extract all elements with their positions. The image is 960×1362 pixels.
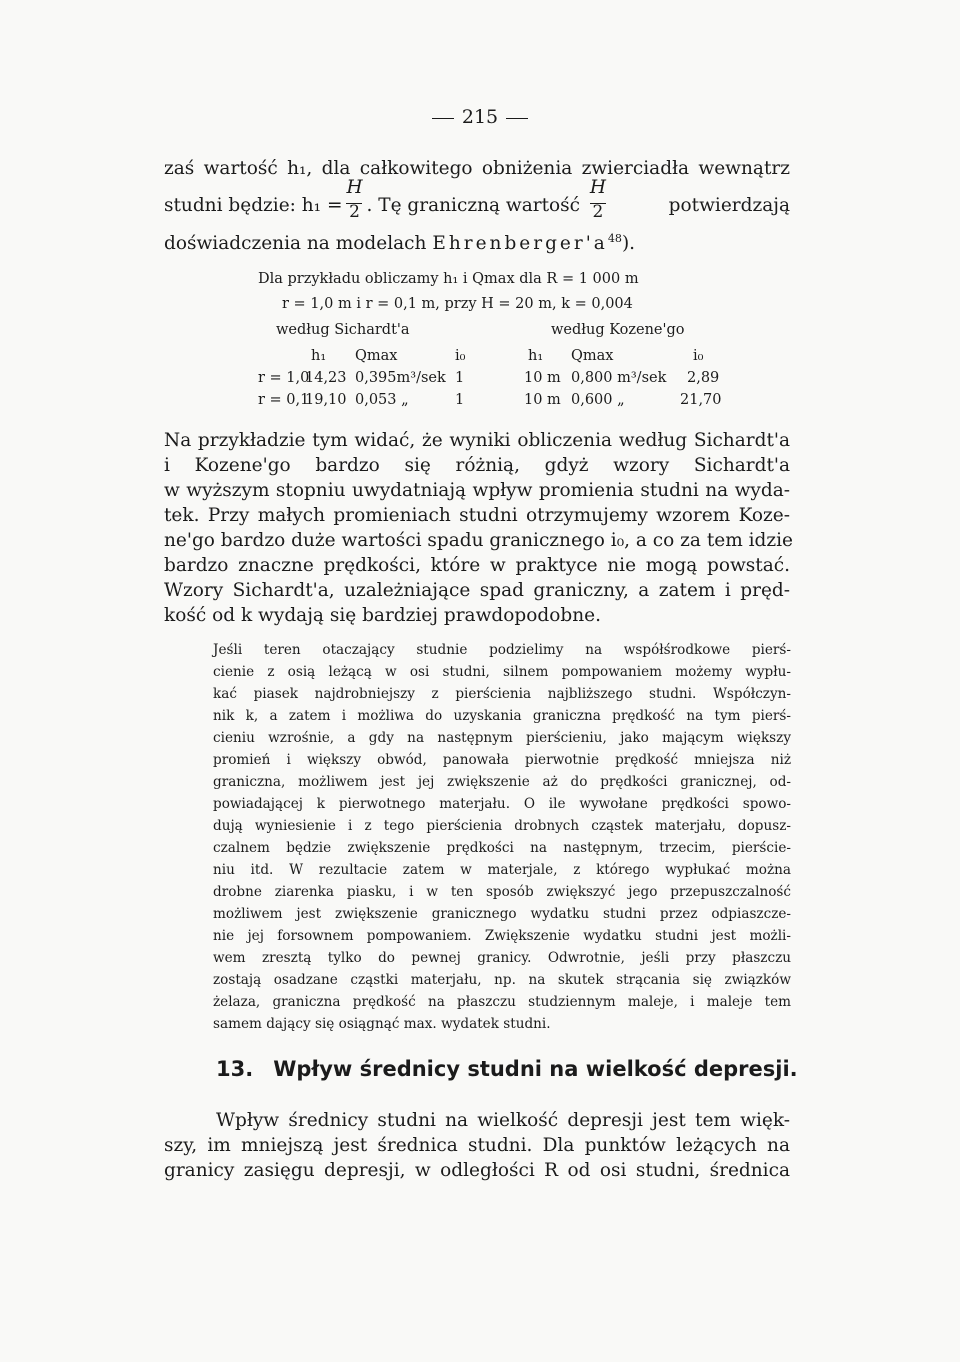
para1-line: i Kozene'go bardzo się różnią, gdyż wzory Sichardt'a — [164, 455, 790, 476]
hdr-i0-k: i₀ — [693, 348, 704, 364]
intro-l3a: doświadczenia na modelach — [164, 233, 427, 255]
frac-num: H — [346, 177, 363, 198]
hdr-h1-k: h₁ — [528, 348, 544, 364]
section-title: Wpływ średnicy studni na wielkość depresji. — [273, 1057, 798, 1081]
para2-line: wem zresztą tylko do pewnej granicy. Odwrotnie, jeśli przy płaszczu — [213, 950, 791, 966]
intro-l2c: potwierdzają — [668, 195, 790, 216]
dash-left — [432, 118, 454, 119]
example-line-1: Dla przykładu obliczamy h₁ i Qmax dla R = 1 000 m — [258, 271, 639, 287]
row1-r: r = 1,0 — [258, 370, 310, 386]
para2-line: żelaza, graniczna prędkość na płaszczu studziennym maleje, i maleje tem — [213, 994, 791, 1010]
sichardt-title: według Sichardt'a — [276, 322, 410, 338]
hdr-h1: h₁ — [311, 348, 327, 364]
row2-i0k: 21,70 — [680, 392, 722, 408]
row1-h1: 14,23 — [305, 370, 347, 386]
para1-line: w wyższym stopniu uwydatniają wpływ promienia studni na wyda- — [164, 480, 790, 501]
frac-den: 2 — [349, 202, 360, 222]
row2-h1k: 10 m — [524, 392, 561, 408]
row2-r: r = 0,1 — [258, 392, 310, 408]
para1-line: Wzory Sichardt'a, uzależniające spad graniczny, a zatem i pręd- — [164, 580, 790, 601]
para2-line: samem dający się osiągnąć max. wydatek studni. — [213, 1016, 551, 1032]
hdr-i0: i₀ — [455, 348, 466, 364]
hdr-qmax: Qmax — [355, 348, 398, 364]
para2-line: promień i większy obwód, panowała pierwotnie prędkość mniejsza niż — [213, 752, 791, 768]
para1-line: kość od k wydają się bardziej prawdopodobne. — [164, 605, 601, 626]
intro-l3d: ). — [621, 233, 636, 255]
para2-line: powiadającej k pierwotnego materjału. O ile wywołane prędkości spowo- — [213, 796, 791, 812]
section-heading — [216, 1057, 798, 1081]
dash-right — [506, 118, 528, 119]
row2-qk: 0,600 „ — [571, 392, 625, 408]
page-number-text: 215 — [461, 106, 499, 128]
para1-line: ne'go bardzo duże wartości spadu granicznego i₀, a co za tem idzie — [164, 530, 793, 551]
row1-h1k: 10 m — [524, 370, 561, 386]
row2-q: 0,053 „ — [355, 392, 409, 408]
para2-line: kać piasek najdrobniejszy z pierścienia najbliższego studni. Współczyn- — [213, 686, 791, 702]
para2-line: niu itd. W rezultacie zatem w materjale, z którego wypłukać można — [213, 862, 791, 878]
para3-line: szy, im mniejszą jest średnica studni. Dla punktów leżących na — [164, 1135, 790, 1156]
para2-line: możliwem jest zwiększenie granicznego wydatku studni przez odpiaszcze- — [213, 906, 791, 922]
intro-line-3 — [164, 232, 635, 254]
para1-line: tek. Przy małych promieniach studni otrzymujemy wzorem Koze- — [164, 505, 790, 526]
author-ehrenberger: Ehrenberger'a — [432, 233, 608, 255]
footnote-ref: 48 — [607, 232, 622, 245]
intro-line-1: zaś wartość h₁, dla całkowitego obniżenia zwierciadła wewnątrz — [164, 158, 790, 179]
row1-q: 0,395m³/sek — [355, 370, 446, 386]
para3-line: granicy zasięgu depresji, w odległości R od osi studni, średnica — [164, 1160, 790, 1181]
para2-line: nie jej forsownem pompowaniem. Zwiększenie wydatku studni jest możli- — [213, 928, 791, 944]
example-line-2: r = 1,0 m i r = 0,1 m, przy H = 20 m, k = 0,004 — [282, 296, 633, 312]
para3-line: Wpływ średnicy studni na wielkość depresji jest tem więk- — [216, 1110, 790, 1131]
para2-line: dują wyniesienie i z tego pierścienia drobnych cząstek materjału, dopusz- — [213, 818, 791, 834]
intro-l2b: . Tę graniczną wartość — [366, 195, 581, 216]
row1-i0: 1 — [455, 370, 465, 386]
intro-l2a: studni będzie: h₁ = — [164, 195, 343, 216]
para2-line: czalnem będzie zwiększenie prędkości na następnym, trzecim, pierście- — [213, 840, 791, 856]
section-number: 13. — [216, 1057, 254, 1081]
para2-line: drobne ziarenka piasku, i w ten sposób zwiększyć jego przepuszczalność — [213, 884, 791, 900]
fraction-h-over-2-b — [589, 177, 607, 222]
para2-line: cieniu wzrośnie, a gdy na następnym pierścieniu, jako mającym większy — [213, 730, 791, 746]
fraction-h-over-2 — [346, 177, 363, 222]
row1-i0k: 2,89 — [687, 370, 720, 386]
para2-line: graniczna, możliwem jest jej zwiększenie aż do prędkości granicznej, od- — [213, 774, 791, 790]
para1-line: Na przykładzie tym widać, że wyniki obliczenia według Sichardt'a — [164, 430, 790, 451]
row2-h1: 19,10 — [305, 392, 347, 408]
hdr-qmax-k: Qmax — [571, 348, 614, 364]
frac-num-b: H — [589, 177, 607, 198]
frac-den-b: 2 — [592, 202, 604, 222]
para2-line: zostają osadzane cząstki materjału, np. na skutek strącania się związków — [213, 972, 791, 988]
para2-line: nik k, a zatem i możliwa do uzyskania graniczna prędkość na tym pierś- — [213, 708, 791, 724]
row2-i0: 1 — [455, 392, 465, 408]
row1-qk: 0,800 m³/sek — [571, 370, 667, 386]
intro-line-2 — [164, 177, 790, 222]
para2-line: Jeśli teren otaczający studnie podzielimy na współśrodkowe pierś- — [213, 642, 791, 658]
page-number — [0, 106, 960, 128]
para2-line: cienie z osią leżącą w osi studni, silnem pompowaniem możemy wypłu- — [213, 664, 791, 680]
kozene-title: według Kozene'go — [551, 322, 685, 338]
para1-line: bardzo znaczne prędkości, które w praktyce nie mogą powstać. — [164, 555, 790, 576]
